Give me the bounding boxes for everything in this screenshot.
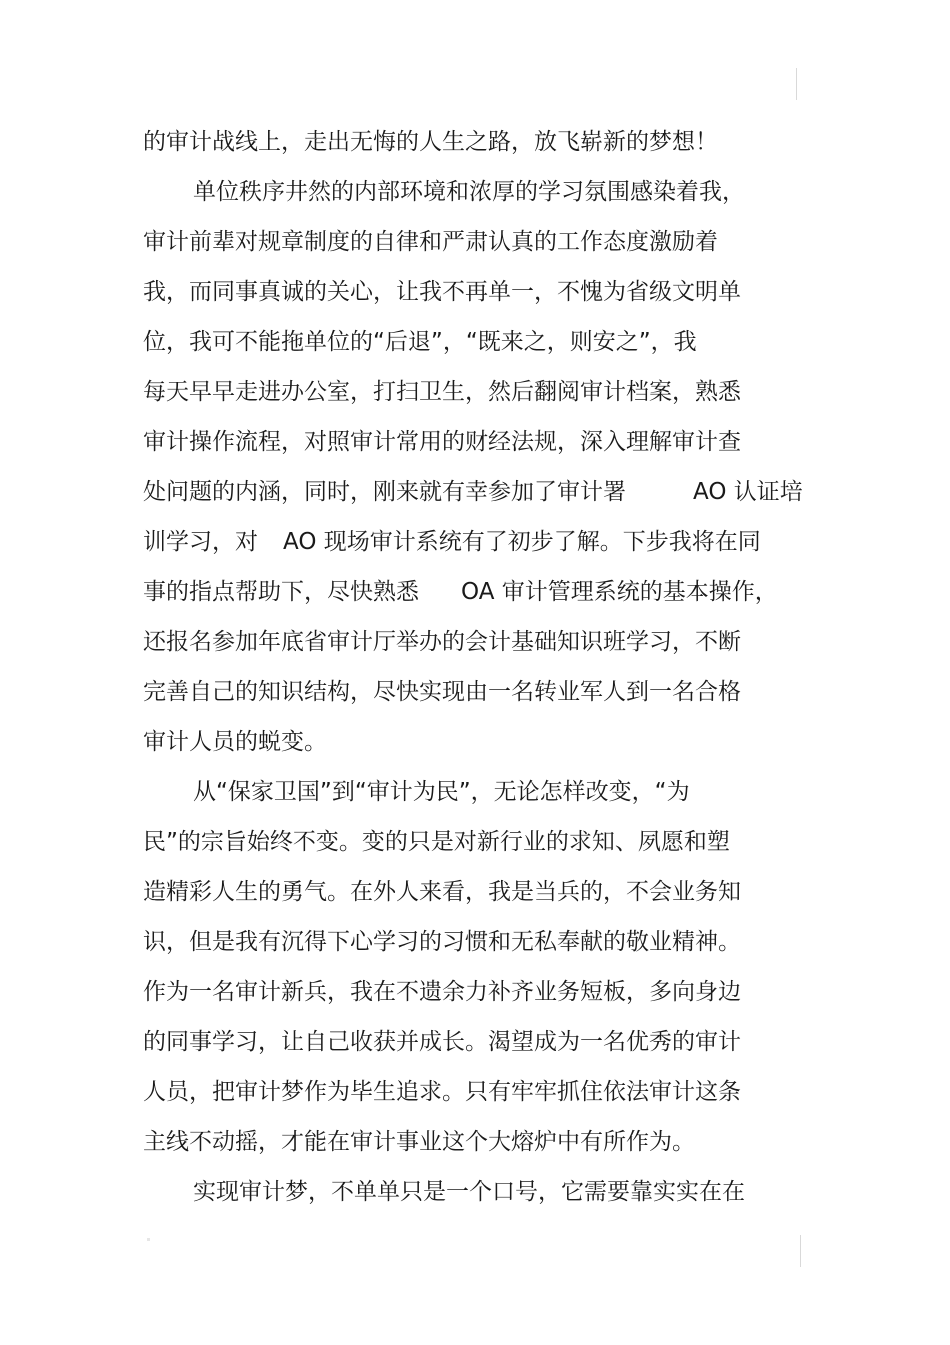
text-line-14: 从“保家卫国”到“审计为民”，无论怎样改变，“为: [193, 779, 690, 805]
page-corner-mark: [147, 1238, 150, 1241]
text-line-13: 审计人员的蜕变。: [143, 729, 327, 755]
text-line-10-part-1: 事的指点帮助下，尽快熟悉: [143, 579, 419, 605]
text-line-2: 单位秩序井然的内部环境和浓厚的学习氛围感染着我，: [193, 179, 745, 205]
text-line-5: 位，我可不能拖单位的“后退”，“既来之，则安之”，我: [143, 329, 697, 355]
text-line-7: 审计操作流程，对照审计常用的财经法规，深入理解审计查: [143, 429, 741, 455]
text-line-21: 主线不动摇，才能在审计事业这个大熔炉中有所作为。: [143, 1129, 695, 1155]
text-line-20: 人员，把审计梦作为毕生追求。只有牢牢抓住依法审计这条: [143, 1079, 741, 1105]
text-line-11: 还报名参加年底省审计厅举办的会计基础知识班学习，不断: [143, 629, 741, 655]
text-line-15: 民”的宗旨始终不变。变的只是对新行业的求知、夙愿和塑: [143, 829, 730, 855]
text-line-8-part-1: 处问题的内涵，同时，刚来就有幸参加了审计署: [143, 479, 626, 505]
text-line-6: 每天早早走进办公室，打扫卫生，然后翻阅审计档案，熟悉: [143, 379, 741, 405]
text-line-3: 审计前辈对规章制度的自律和严肃认真的工作态度激励着: [143, 229, 718, 255]
page-edge-mark-top: [796, 68, 797, 100]
text-line-22: 实现审计梦，不单单只是一个口号，它需要靠实实在在: [193, 1179, 745, 1205]
text-line-19: 的同事学习，让自己收获并成长。渴望成为一名优秀的审计: [143, 1029, 741, 1055]
text-line-1: 的审计战线上，走出无悔的人生之路，放飞崭新的梦想！: [143, 129, 718, 155]
text-line-17: 识，但是我有沉得下心学习的习惯和无私奉献的敬业精神。: [143, 929, 741, 955]
text-line-4: 我，而同事真诚的关心，让我不再单一，不愧为省级文明单: [143, 279, 741, 305]
text-line-16: 造精彩人生的勇气。在外人来看，我是当兵的，不会业务知: [143, 879, 741, 905]
text-line-9-part-1: 训学习，对: [143, 529, 258, 555]
text-line-9-part-2: AO 现场审计系统有了初步了解。下步我将在同: [283, 529, 761, 555]
text-line-10-part-2: OA 审计管理系统的基本操作，: [461, 579, 778, 605]
text-line-8-part-2: AO 认证培: [693, 479, 803, 505]
page-edge-mark-bottom: [800, 1235, 801, 1267]
text-line-18: 作为一名审计新兵，我在不遗余力补齐业务短板，多向身边: [143, 979, 741, 1005]
text-line-12: 完善自己的知识结构，尽快实现由一名转业军人到一名合格: [143, 679, 741, 705]
